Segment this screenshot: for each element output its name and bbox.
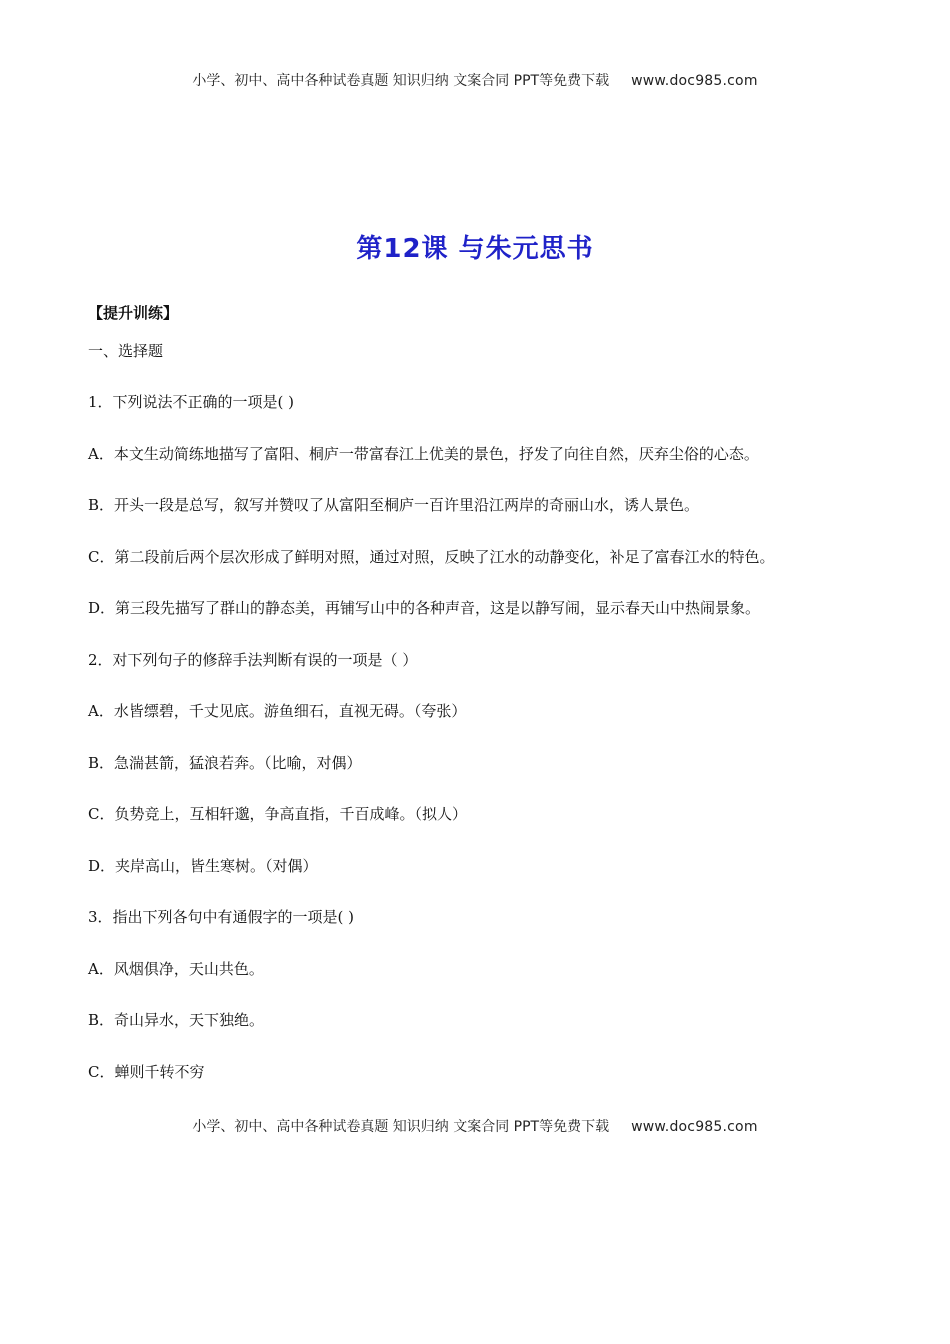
page-footer: [0, 1116, 950, 1136]
option-c: C．负势竞上，互相轩邈，争高直指，千百成峰。（拟人）: [88, 805, 467, 823]
footer-text: 小学、初中、高中各种试卷真题 知识归纳 文案合同 PPT等免费下载: [192, 1119, 610, 1135]
question-stem: 1．下列说法不正确的一项是( ): [88, 393, 295, 411]
option-d: D．夹岸高山，皆生寒树。（对偶）: [88, 856, 318, 875]
footer-site-link[interactable]: www.doc985.com: [631, 1119, 758, 1135]
header-text: 小学、初中、高中各种试卷真题 知识归纳 文案合同 PPT等免费下载: [192, 73, 610, 89]
section-heading: 一、选择题: [88, 342, 164, 360]
option-a: A．本文生动简练地描写了富阳、桐庐一带富春江上优美的景色，抒发了向往自然，厌弃尘俗的心态。: [88, 444, 759, 463]
option-a: A．水皆缥碧，千丈见底。游鱼细石，直视无碍。（夸张）: [88, 702, 467, 720]
option-b: B．开头一段是总写，叙写并赞叹了从富阳至桐庐一百许里沿江两岸的奇丽山水，诱人景色。: [88, 496, 700, 514]
question-stem: 3．指出下列各句中有通假字的一项是( ): [88, 908, 355, 926]
option-a: A．风烟俱净，天山共色。: [88, 959, 264, 978]
option-c: C．第二段前后两个层次形成了鲜明对照，通过对照，反映了江水的动静变化，补足了富春江水的特色。: [88, 547, 775, 566]
page-title: 第12课 与朱元思书: [356, 234, 594, 264]
option-b: B．奇山异水，天下独绝。: [88, 1011, 265, 1029]
question-1: [88, 389, 878, 647]
question-2: [88, 647, 878, 905]
option-b: B．急湍甚箭，猛浪若奔。（比喻，对偶）: [88, 753, 362, 772]
question-3: [88, 904, 878, 1110]
option-c: C．蝉则千转不穷: [88, 1062, 205, 1081]
document-body: [88, 300, 878, 1110]
section-tag: 【提升训练】: [88, 304, 179, 322]
option-d: D．第三段先描写了群山的静态美，再铺写山中的各种声音，这是以静写闹，显示春天山中热闹景象。: [88, 599, 761, 617]
page-header: [0, 70, 950, 90]
question-stem: 2．对下列句子的修辞手法判断有误的一项是（ ）: [88, 650, 418, 669]
header-site-link[interactable]: www.doc985.com: [631, 73, 758, 89]
